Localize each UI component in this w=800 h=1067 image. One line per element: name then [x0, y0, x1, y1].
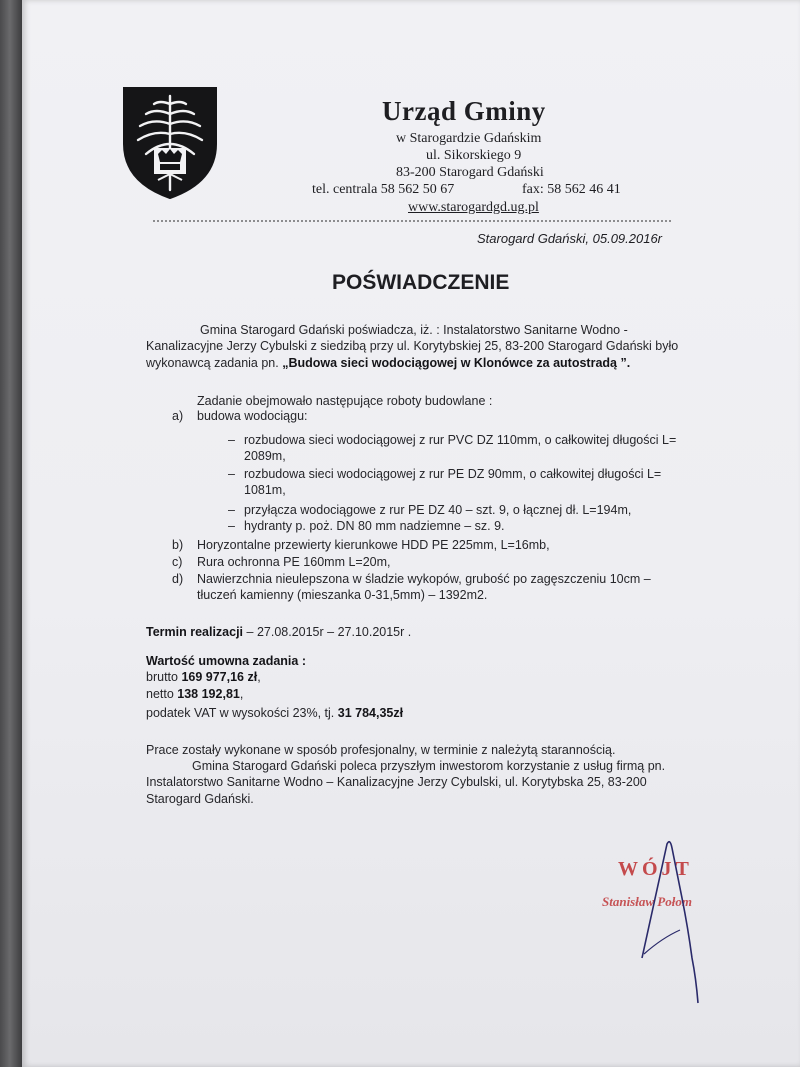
scope-item-c: Rura ochronna PE 160mm L=20m,: [197, 555, 391, 569]
sub-item-dash: –: [228, 433, 235, 447]
sub-item-1-line-2: 2089m,: [244, 449, 286, 463]
vat-label: podatek VAT w wysokości 23%, tj.: [146, 706, 338, 720]
stamp-name: Stanisław Połom: [602, 894, 692, 909]
gross-amount: [146, 669, 261, 685]
scope-item-a-label: a): [172, 409, 184, 423]
intro-line-1: Gmina Starogard Gdański poświadcza, iż. : Instalatorstwo Sanitarne Wodno -: [200, 323, 628, 337]
scope-item-b: Horyzontalne przewierty kierunkowe HDD PE 225mm, L=16mb,: [197, 538, 550, 552]
vat-value: 31 784,35zł: [337, 706, 404, 720]
stamp-role: WÓJT: [618, 858, 693, 880]
document-title: POŚWIADCZENIE: [332, 271, 510, 294]
sub-item-4: hydranty p. poż. DN 80 mm nadziemne – sz. 9.: [244, 519, 505, 533]
sub-item-2-line-2: 1081m,: [244, 483, 286, 497]
document-page: [22, 0, 800, 1067]
value-label-text: Wartość umowna zadania :: [146, 654, 306, 668]
term-value: – 27.08.2015r – 27.10.2015r .: [243, 625, 412, 639]
gross-suffix: ,: [257, 670, 261, 684]
address-line-2: ul. Sikorskiego 9: [426, 148, 522, 163]
closing-line-1: Prace zostały wykonane w sposób profesjonalny, w terminie z należytą starannością.: [146, 743, 616, 757]
handwritten-signature: [622, 838, 712, 1008]
sub-item-dash: –: [228, 467, 235, 481]
address-line-3: 83-200 Starogard Gdański: [396, 165, 544, 180]
vat-amount: [146, 705, 403, 721]
intro-line-2: Kanalizacyjne Jerzy Cybulski z siedzibą przy ul. Korytybskiej 25, 83-200 Starogard Gdański było: [146, 339, 679, 353]
scope-item-b-label: b): [172, 538, 184, 552]
realization-term: [146, 624, 411, 640]
closing-line-3: Instalatorstwo Sanitarne Wodno – Kanalizacyjne Jerzy Cybulski, ul. Korytybska 25, 83-200: [146, 775, 647, 789]
net-suffix: ,: [239, 687, 244, 701]
net-amount: [146, 686, 243, 702]
place-and-date: Starogard Gdański, 05.09.2016r: [477, 231, 663, 246]
dotted-divider: [152, 220, 672, 222]
coat-of-arms-logo: [120, 82, 220, 202]
gross-label: brutto: [146, 670, 182, 684]
scope-item-c-label: c): [172, 555, 183, 569]
contract-value-label: [146, 653, 306, 669]
scope-item-a: budowa wodociągu:: [197, 409, 308, 423]
net-value: 138 192,81: [177, 687, 240, 701]
closing-line-2: Gmina Starogard Gdański poleca przyszłym inwestorom korzystanie z usług firmą pn.: [192, 759, 666, 773]
gross-value: 169 977,16 zł: [181, 670, 258, 684]
fax-number: fax: 58 562 46 41: [522, 182, 621, 197]
website-link[interactable]: www.starogardgd.ug.pl: [408, 200, 539, 215]
task-name: „Budowa sieci wodociągowej w Klonówce za autostradą ”.: [282, 356, 631, 370]
scope-lead: Zadanie obejmowało następujące roboty budowlane :: [197, 394, 493, 408]
sub-item-2-line-1: rozbudowa sieci wodociągowej z rur PE DZ 90mm, o całkowitej długości L=: [244, 467, 662, 481]
intro-line-3: [146, 355, 630, 371]
sub-item-dash: –: [228, 519, 235, 533]
office-name: Urząd Gminy: [382, 96, 546, 126]
sub-item-1-line-1: rozbudowa sieci wodociągowej z rur PVC DZ 110mm, o całkowitej długości L=: [244, 433, 677, 447]
address-line-1: w Starogardzie Gdańskim: [396, 131, 542, 146]
sub-item-dash: –: [228, 503, 235, 517]
scope-item-d-line-2: tłuczeń kamienny (mieszanka 0-31,5mm) – 1392m2.: [197, 588, 488, 602]
net-label: netto: [146, 687, 178, 701]
binder-edge: [0, 0, 22, 1067]
sub-item-3: przyłącza wodociągowe z rur PE DZ 40 – szt. 9, o łącznej dł. L=194m,: [244, 503, 632, 517]
intro-line-3-text: wykonawcą zadania pn.: [146, 356, 283, 370]
closing-line-4: Starogard Gdański.: [146, 792, 254, 806]
term-label: Termin realizacji: [146, 625, 244, 639]
phone-number: tel. centrala 58 562 50 67: [312, 182, 455, 197]
scope-item-d-label: d): [172, 572, 184, 586]
scope-item-d-line-1: Nawierzchnia nieulepszona w śladzie wykopów, grubość po zagęszczeniu 10cm –: [197, 572, 651, 586]
